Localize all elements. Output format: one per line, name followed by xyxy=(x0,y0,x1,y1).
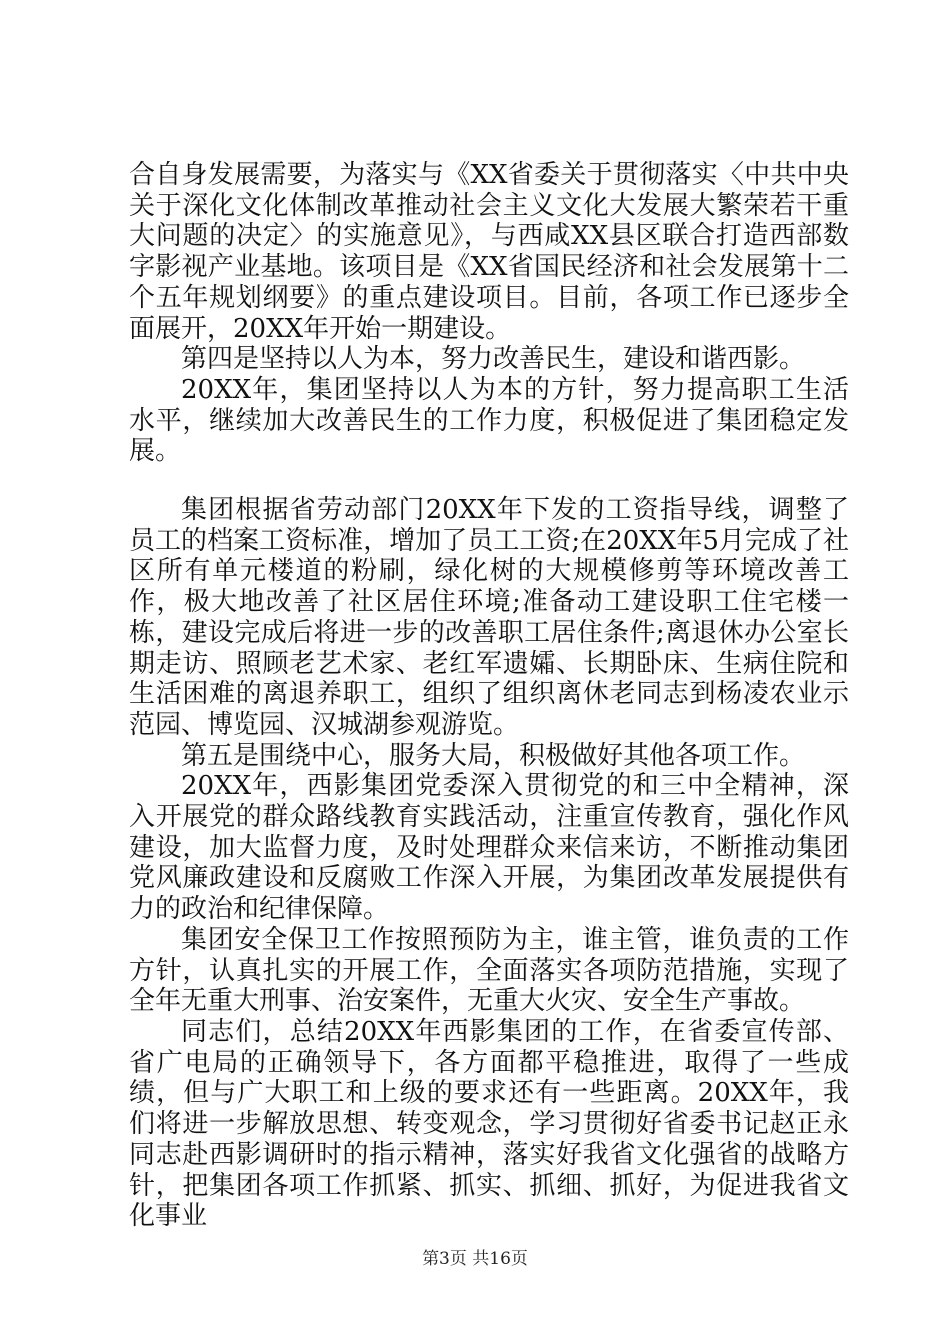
paragraph-wages-housing: 集团根据省劳动部门20XX年下发的工资指导线，调整了员工的档案工资标准，增加了员工工资;在20XX年5月完成了社区所有单元楼道的粉刷，绿化树的大规模修剪等环境改善工作，极大地改善了社区居住环境;准备动工建设职工住宅楼一栋，建设完成后将进一步的改善职工居住条件;离退休办公室长期走访、照顾老艺术家、老红军遗孀、长期卧床、生病住院和生活困难的离退养职工，组织了组织离休老同志到杨凌农业示范园、博览园、汉城湖参观游览。 xyxy=(129,495,849,740)
paragraph-continuation: 合自身发展需要，为落实与《XX省委关于贯彻落实〈中共中央关于深化文化体制改革推动社会主义文化大发展大繁荣若干重大问题的决定〉的实施意见》，与西咸XX县区联合打造西部数字影视产业基地。该项目是《XX省国民经济和社会发展第十二个五年规划纲要》的重点建设项目。目前，各项工作已逐步全面展开，20XX年开始一期建设。 xyxy=(129,160,849,344)
page-number-footer: 第3页 共16页 xyxy=(422,1249,528,1269)
paragraph-summary: 同志们，总结20XX年西影集团的工作，在省委宣传部、省广电局的正确领导下，各方面都平稳推进，取得了一些成绩，但与广大职工和上级的要求还有一些距离。20XX年，我们将进一步解放思想、转变观念，学习贯彻好省委书记赵正永同志赴西影调研时的指示精神，落实好我省文化强省的战略方针，把集团各项工作抓紧、抓实、抓细、抓好，为促进我省文化事业 xyxy=(129,1016,849,1232)
paragraph-security: 集团安全保卫工作按照预防为主，谁主管，谁负责的工作方针，认真扎实的开展工作，全面落实各项防范措施，实现了全年无重大刑事、治安案件，无重大火灾、安全生产事故。 xyxy=(129,924,849,1017)
paragraph-heading-five: 第五是围绕中心，服务大局，积极做好其他各项工作。 xyxy=(181,740,806,771)
paragraph-heading-four: 第四是坚持以人为本，努力改善民生，建设和谐西影。 xyxy=(181,344,806,375)
paragraph-party-building: 20XX年，西影集团党委深入贯彻党的和三中全精神，深入开展党的群众路线教育实践活动，注重宣传教育，强化作风建设，加大监督力度，及时处理群众来信来访，不断推动集团党风廉政建设和反腐败工作深入开展，为集团改革发展提供有力的政治和纪律保障。 xyxy=(129,771,849,925)
paragraph-spacer xyxy=(129,467,849,495)
document-body xyxy=(129,160,849,1232)
paragraph-livelihood: 20XX年，集团坚持以人为本的方针，努力提高职工生活水平，继续加大改善民生的工作力度，积极促进了集团稳定发展。 xyxy=(129,374,849,467)
